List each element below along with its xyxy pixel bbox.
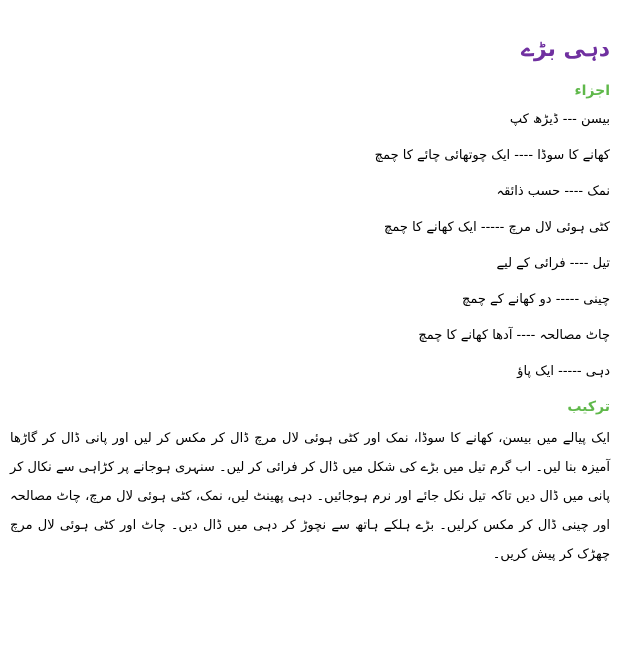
ingredient-item: چاٹ مصالحہ ---- آدھا کھانے کا چمچ: [418, 328, 610, 343]
recipe-title: دہی بڑے: [521, 37, 610, 62]
ingredient-item: کھانے کا سوڈا ---- ایک چوتھائی چائے کا چمچ: [374, 148, 610, 163]
ingredient-item: دہی ----- ایک پاؤ: [517, 364, 610, 379]
ingredient-item: کٹی ہوئی لال مرچ ----- ایک کھانے کا چمچ: [384, 220, 610, 235]
ingredient-item: نمک ---- حسب ذائقہ: [496, 184, 610, 199]
ingredient-item: بیسن --- ڈیڑھ کپ: [509, 112, 610, 127]
method-paragraph: ایک پیالے میں بیسن، کھانے کا سوڈا، نمک اور کٹی ہوئی لال مرچ ڈال کر مکس کر لیں اور پانی ڈال کر گاڑھا آمیزہ بنا لیں۔ اب گرم تیل میں بڑے کی شکل میں ڈال کر فرائی کر لیں۔ سنہری ہوجانے پر کڑاہی سے نکال کر پانی میں ڈال دیں تاکہ تیل نکل جائے اور نرم ہوجائیں۔ دہی پھینٹ لیں، نمک، کٹی ہوئی لال مرچ، چاٹ مصالحہ اور چینی ڈال کر مکس کرلیں۔ بڑے ہلکے ہاتھ سے نچوڑ کر دہی میں ڈال دیں۔ چاٹ اور کٹی ہوئی لال مرچ چھڑک کر پیش کریں۔: [10, 431, 610, 562]
ingredient-item: چینی ----- دو کھانے کے چمچ: [461, 292, 610, 307]
ingredients-heading: اجزاء: [574, 83, 610, 99]
method-heading: ترکیب: [567, 399, 610, 415]
ingredient-item: تیل ---- فرائی کے لیے: [496, 256, 610, 271]
ingredients-list: [8, 110, 610, 382]
